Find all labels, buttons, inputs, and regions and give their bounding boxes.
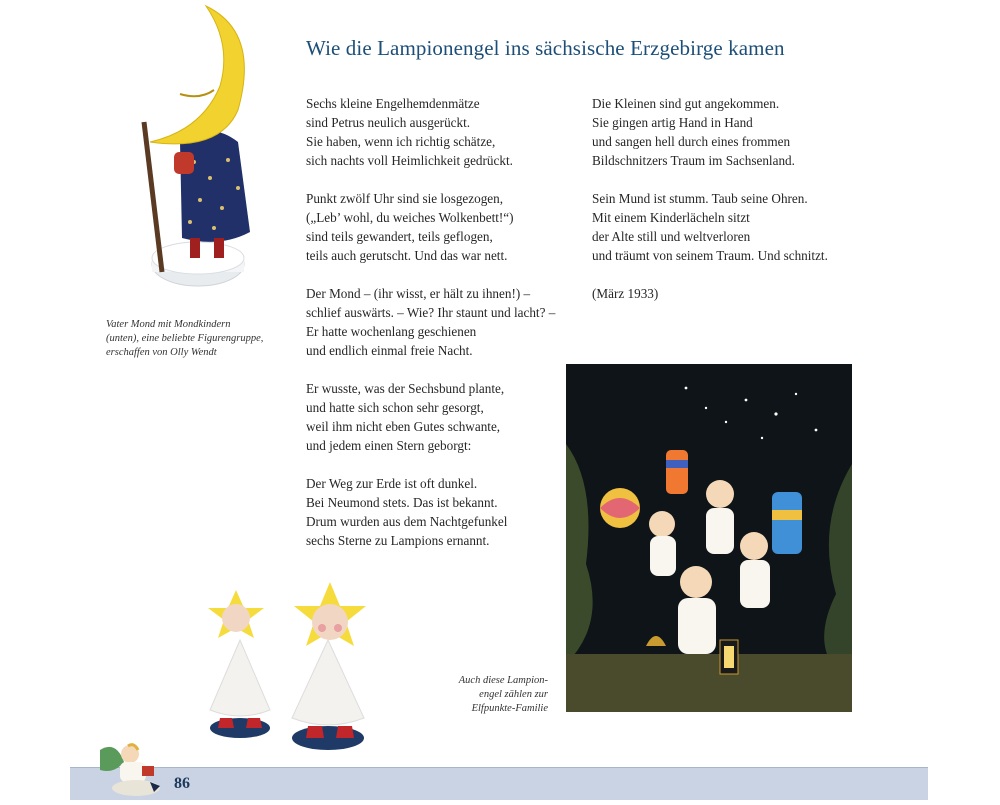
poem-line: und jedem einen Stern geborgt: [306,438,472,453]
poem-stanza [592,189,872,265]
poem-line: (März 1933) [592,286,659,301]
poem-line: Punkt zwölf Uhr sind sie losgezogen, [306,191,504,206]
poem-stanza [306,189,576,265]
caption-line: Vater Mond mit Mondkindern [106,319,231,330]
poem-line: Der Weg zur Erde ist oft dunkel. [306,476,478,491]
poem-stanza [306,379,576,455]
poem-left-column [306,94,576,569]
poem-line: Drum wurden aus dem Nachtgefunkel [306,514,508,529]
poem-line: Der Mond – (ihr wisst, er hält zu ihnen!) – [306,286,531,301]
poem-line: und hatte sich schon sehr gesorgt, [306,400,484,415]
angel-figurine-icon [94,740,172,800]
poem-line: sechs Sterne zu Lampions ernannt. [306,533,490,548]
page-number: 86 [174,775,190,792]
poem-stanza [306,474,576,550]
poem-line: schlief auswärts. – Wie? Ihr staunt und lacht? – [306,305,556,320]
poem-line: Er wusste, was der Sechsbund plante, [306,381,505,396]
moon-figure-caption [106,318,286,360]
poem-line: und endlich einmal freie Nacht. [306,343,473,358]
poem-line: teils auch gerutscht. Und das war nett. [306,248,508,263]
article-title: Wie die Lampionengel ins sächsische Erzgebirge kamen [306,36,785,60]
lampion-photo-caption [430,674,548,716]
poem-line: Mit einem Kinderlächeln sitzt [592,210,750,225]
lantern-angels-photo [566,364,852,712]
poem-line: Sein Mund ist stumm. Taub seine Ohren. [592,191,808,206]
poem-line: Die Kleinen sind gut angekommen. [592,96,780,111]
poem-line: sich nachts voll Heimlichkeit gedrückt. [306,153,513,168]
footer-bar [70,768,928,800]
poem-line: sind Petrus neulich ausgerückt. [306,115,471,130]
poem-line: und sangen hell durch eines frommen [592,134,791,149]
caption-line: erschaffen von Olly Wendt [106,347,217,358]
poem-line: Sie gingen artig Hand in Hand [592,115,753,130]
poem-line: und träumt von seinem Traum. Und schnitzt. [592,248,828,263]
caption-line: engel zählen zur [479,689,548,700]
poem-line: Bei Neumond stets. Das ist bekannt. [306,495,498,510]
poem-line: sind teils gewandert, teils geflogen, [306,229,493,244]
poem-stanza [306,94,576,170]
poem-line: („Leb’ wohl, du weiches Wolkenbett!“) [306,210,514,225]
moon-figurine-image [110,2,266,298]
poem-line: Sie haben, wenn ich richtig schätze, [306,134,496,149]
poem-line: Bildschnitzers Traum im Sachsenland. [592,153,795,168]
poem-line: der Alte still und weltverloren [592,229,751,244]
poem-line: weil ihm nicht eben Gutes schwante, [306,419,501,434]
poem-stanza [592,94,872,170]
caption-line: (unten), eine beliebte Figurengruppe, [106,333,264,344]
caption-line: Elfpunkte-Familie [471,703,548,714]
poem-stanza [306,284,576,360]
poem-line: Sechs kleine Engelhemdenmätze [306,96,480,111]
star-children-figurines-image [196,578,386,760]
poem-line: Er hatte wochenlang geschienen [306,324,477,339]
caption-line: Auch diese Lampion- [458,675,548,686]
poem-right-column [592,94,872,322]
poem-date [592,284,872,303]
